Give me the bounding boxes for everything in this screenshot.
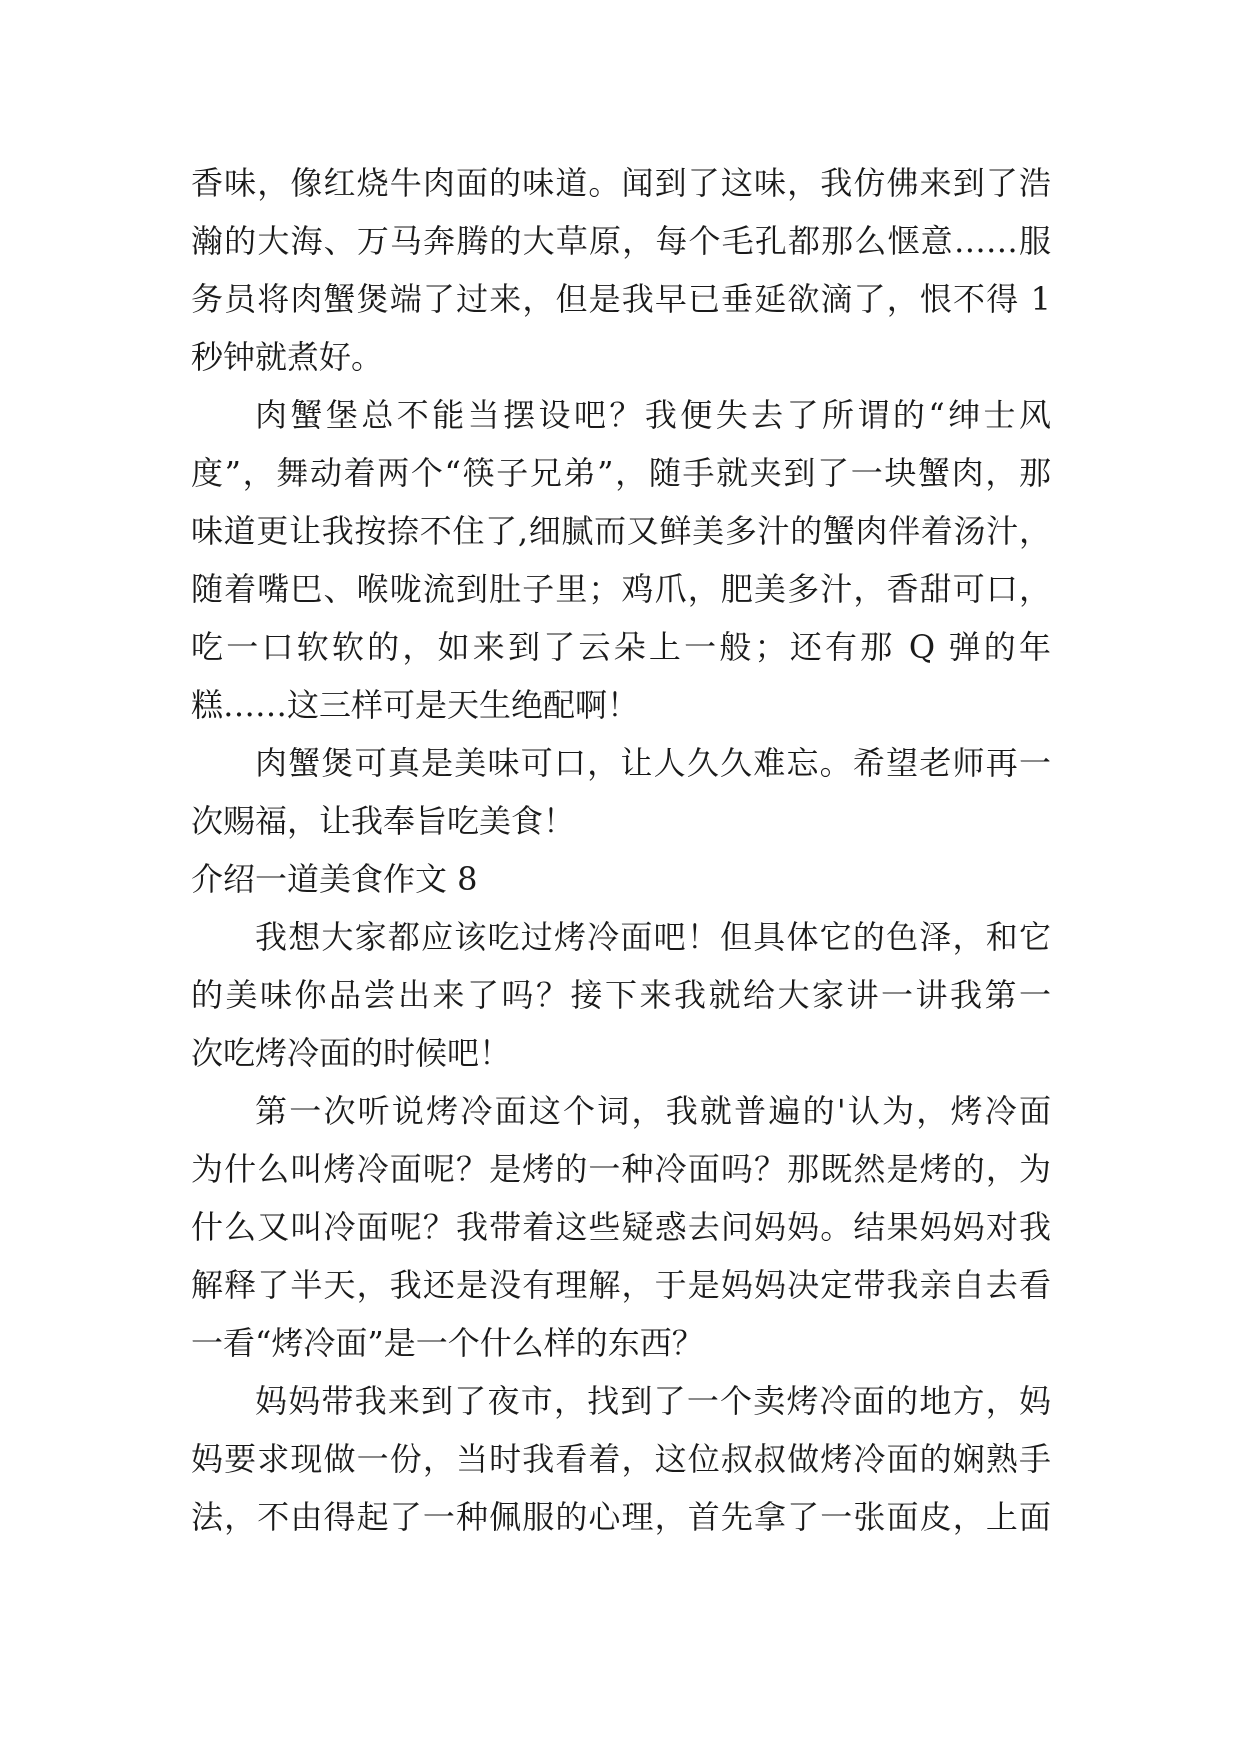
- document-body: [191, 154, 1051, 1546]
- text-line: 度”，舞动着两个“筷子兄弟”，随手就夹到了一块蟹肉，那: [191, 454, 1051, 492]
- text-line: 次吃烤冷面的时候吧！: [191, 1034, 512, 1072]
- section-heading: 介绍一道美食作文 8: [191, 860, 478, 898]
- text-line: 我想大家都应该吃过烤冷面吧！但具体它的色泽，和它: [255, 918, 1051, 956]
- text-line: 肉蟹堡总不能当摆设吧？我便失去了所谓的“绅士风: [255, 396, 1051, 434]
- text-line: 一看“烤冷面”是一个什么样的东西？: [191, 1324, 704, 1362]
- paragraph: [191, 908, 1051, 1082]
- text-line: 糕……这三样可是天生绝配啊！: [191, 686, 640, 724]
- text-line: 随着嘴巴、喉咙流到肚子里；鸡爪，肥美多汁，香甜可口，: [191, 570, 1051, 608]
- text-line: 第一次听说烤冷面这个词，我就普遍的'认为，烤冷面: [255, 1092, 1051, 1130]
- paragraph: [191, 154, 1051, 386]
- text-line: 法，不由得起了一种佩服的心理，首先拿了一张面皮，上面: [191, 1498, 1051, 1536]
- text-line: 味道更让我按捺不住了,细腻而又鲜美多汁的蟹肉伴着汤汁，: [191, 512, 1051, 550]
- text-line: 肉蟹煲可真是美味可口，让人久久难忘。希望老师再一: [255, 744, 1051, 782]
- text-line: 妈要求现做一份，当时我看着，这位叔叔做烤冷面的娴熟手: [191, 1440, 1051, 1478]
- text-line: 解释了半天，我还是没有理解，于是妈妈决定带我亲自去看: [191, 1266, 1051, 1304]
- text-line: 妈妈带我来到了夜市，找到了一个卖烤冷面的地方，妈: [255, 1382, 1051, 1420]
- text-line: 瀚的大海、万马奔腾的大草原，每个毛孔都那么惬意……服: [191, 222, 1051, 260]
- paragraph: [191, 734, 1051, 850]
- paragraph: [191, 1372, 1051, 1546]
- text-line: 的美味你品尝出来了吗？接下来我就给大家讲一讲我第一: [191, 976, 1051, 1014]
- text-line: 秒钟就煮好。: [191, 338, 384, 376]
- text-line: 务员将肉蟹煲端了过来，但是我早已垂延欲滴了，恨不得 1: [191, 280, 1051, 318]
- paragraph: [191, 386, 1051, 734]
- text-line: 为什么叫烤冷面呢？是烤的一种冷面吗？那既然是烤的，为: [191, 1150, 1051, 1188]
- text-line: 次赐福，让我奉旨吃美食！: [191, 802, 576, 840]
- paragraph: [191, 1082, 1051, 1372]
- text-line: 吃一口软软的，如来到了云朵上一般；还有那 Q 弹的年: [191, 628, 1051, 666]
- text-line: 香味，像红烧牛肉面的味道。闻到了这味，我仿佛来到了浩: [191, 164, 1051, 202]
- text-line: 什么又叫冷面呢？我带着这些疑惑去问妈妈。结果妈妈对我: [191, 1208, 1051, 1246]
